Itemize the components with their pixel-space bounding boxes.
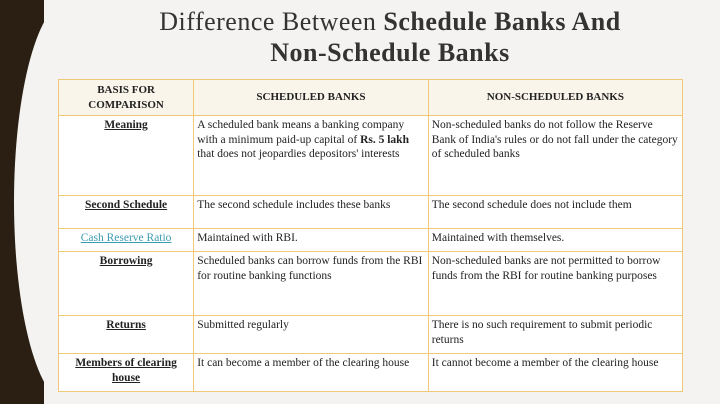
title-bold-part2: Non-Schedule Banks — [270, 38, 510, 67]
non-scheduled-returns: There is no such requirement to submit periodic returns — [428, 316, 682, 354]
title-line-2 — [70, 37, 710, 68]
header-basis-line2: COMPARISON — [88, 98, 164, 111]
table-row — [59, 252, 683, 316]
scheduled-borrowing: Scheduled banks can borrow funds from the RBI for routine banking functions — [194, 252, 429, 316]
scheduled-returns: Submitted regularly — [194, 316, 429, 354]
basis-members-of-clearing-house — [59, 354, 194, 392]
header-scheduled: SCHEDULED BANKS — [194, 80, 429, 116]
table-row — [59, 229, 683, 252]
header-basis — [59, 80, 194, 116]
table-header-row — [59, 80, 683, 116]
scheduled-meaning — [194, 116, 429, 196]
table-row — [59, 116, 683, 196]
title-prefix: Difference Between — [159, 7, 384, 36]
table-row — [59, 354, 683, 392]
basis-meaning: Meaning — [59, 116, 194, 196]
header-non-scheduled: NON-SCHEDULED BANKS — [428, 80, 682, 116]
scheduled-meaning-bold: Rs. 5 lakh — [360, 133, 409, 146]
basis-second-schedule: Second Schedule — [59, 196, 194, 229]
non-scheduled-cash-reserve-ratio: Maintained with themselves. — [428, 229, 682, 252]
page-title — [70, 6, 710, 68]
table-row — [59, 316, 683, 354]
scheduled-clearing-house: It can become a member of the clearing house — [194, 354, 429, 392]
non-scheduled-borrowing: Non-scheduled banks are not permitted to borrow funds from the RBI for routine banking purposes — [428, 252, 682, 316]
header-basis-line1: BASIS FOR — [97, 84, 155, 96]
non-scheduled-second-schedule: The second schedule does not include them — [428, 196, 682, 229]
basis-borrowing: Borrowing — [59, 252, 194, 316]
title-bold-part1: Schedule Banks And — [383, 7, 621, 36]
non-scheduled-meaning: Non-scheduled banks do not follow the Reserve Bank of India's rules or do not fall under the category of scheduled banks — [428, 116, 682, 196]
table-row — [59, 196, 683, 229]
title-line-1 — [70, 6, 710, 37]
basis-members-line2: house — [112, 371, 141, 384]
scheduled-second-schedule: The second schedule includes these banks — [194, 196, 429, 229]
non-scheduled-clearing-house: It cannot become a member of the clearing house — [428, 354, 682, 392]
scheduled-meaning-post: that does not jeopardies depositors' interests — [197, 148, 400, 160]
basis-returns: Returns — [59, 316, 194, 354]
comparison-table — [58, 79, 683, 392]
basis-cash-reserve-ratio-link[interactable]: Cash Reserve Ratio — [59, 229, 194, 252]
basis-members-line1: Members of clearing — [75, 357, 177, 369]
scheduled-meaning-pre: A scheduled bank means a banking company with a minimum paid-up capital of — [197, 119, 405, 146]
scheduled-cash-reserve-ratio: Maintained with RBI. — [194, 229, 429, 252]
